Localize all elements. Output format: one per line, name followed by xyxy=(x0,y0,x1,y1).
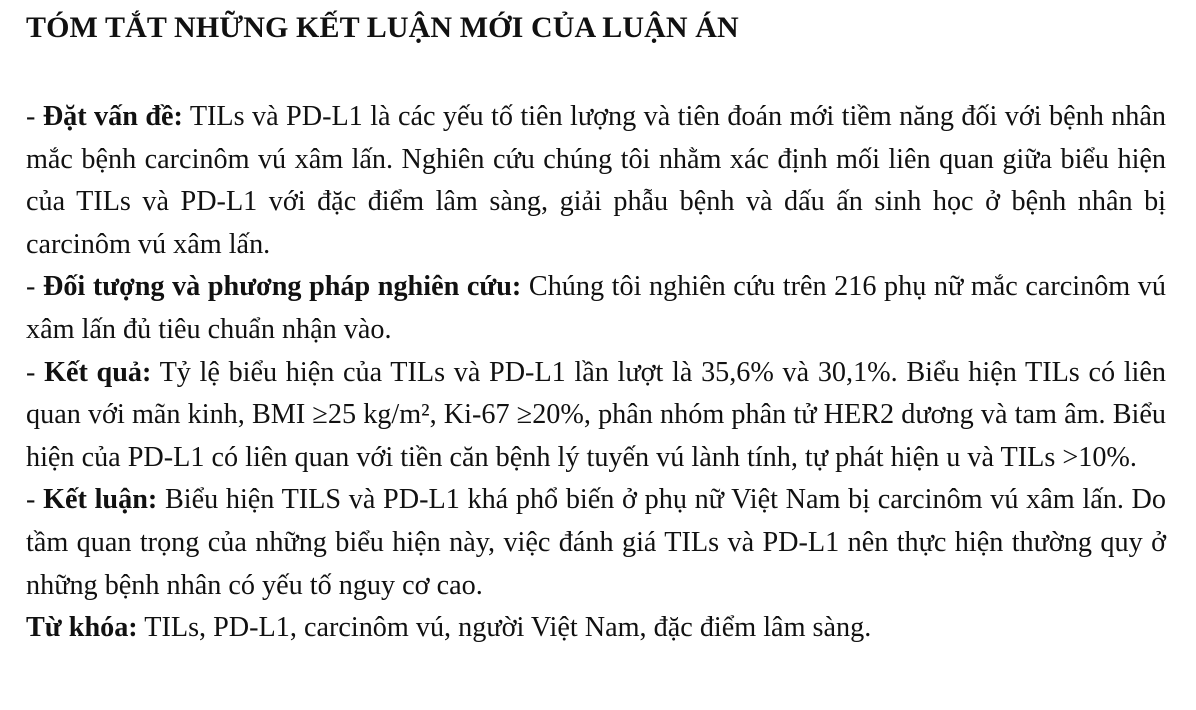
section-text: Chúng tôi nghiên cứu trên 216 phụ nữ mắc carcinôm vú xâm lấn đủ tiêu chuẩn nhận vào. xyxy=(26,271,1166,345)
section-text: Tỷ lệ biểu hiện của TILs và PD-L1 lần lượt là 35,6% và 30,1%. Biểu hiện TILs có liên quan với mãn kinh, BMI ≥25 kg/m², Ki-67 ≥20%, phân nhóm phân tử HER2 dương và tam âm. Biểu hiện của PD-L1 có liên quan với tiền căn bệnh lý tuyến vú lành tính, tự phát hiện u và TILs >10%. xyxy=(26,356,1166,473)
section-ket-luan xyxy=(26,479,1166,607)
section-text: TILs, PD-L1, carcinôm vú, người Việt Nam, đặc điểm lâm sàng. xyxy=(137,612,872,644)
section-label: Đặt vấn đề: xyxy=(42,101,183,132)
section-tu-khoa xyxy=(26,607,1166,650)
section-dat-van-de xyxy=(26,96,1166,266)
document-title: TÓM TẮT NHỮNG KẾT LUẬN MỚI CỦA LUẬN ÁN xyxy=(26,11,739,44)
section-prefix: - xyxy=(26,271,43,303)
section-text: Biểu hiện TILS và PD-L1 khá phổ biến ở phụ nữ Việt Nam bị carcinôm vú xâm lấn. Do tầm quan trọng của những biểu hiện này, việc đánh giá TILs và PD-L1 nên thực hiện thường quy ở những bệnh nhân có yếu tố nguy cơ cao. xyxy=(26,484,1167,601)
section-label: Đối tượng và phương pháp nghiên cứu: xyxy=(42,271,522,303)
section-doi-tuong-phuong-phap xyxy=(26,266,1166,351)
section-prefix: - xyxy=(26,356,45,388)
document-page xyxy=(26,0,1166,650)
section-label: Từ khóa: xyxy=(26,612,138,644)
section-label: Kết luận: xyxy=(43,484,158,516)
section-ket-qua xyxy=(26,352,1166,480)
document-body xyxy=(26,96,1166,650)
section-label: Kết quả: xyxy=(44,356,152,388)
section-text: TILs và PD-L1 là các yếu tố tiên lượng và tiên đoán mới tiềm năng đối với bệnh nhân mắc bệnh carcinôm vú xâm lấn. Nghiên cứu chúng tôi nhằm xác định mối liên quan giữa biểu hiện của TILs và PD-L1 với đặc điểm lâm sàng, giải phẫu bệnh và dấu ấn sinh học ở bệnh nhân bị carcinôm vú xâm lấn. xyxy=(26,101,1167,260)
section-prefix: - xyxy=(26,484,44,516)
section-prefix: - xyxy=(26,101,43,132)
